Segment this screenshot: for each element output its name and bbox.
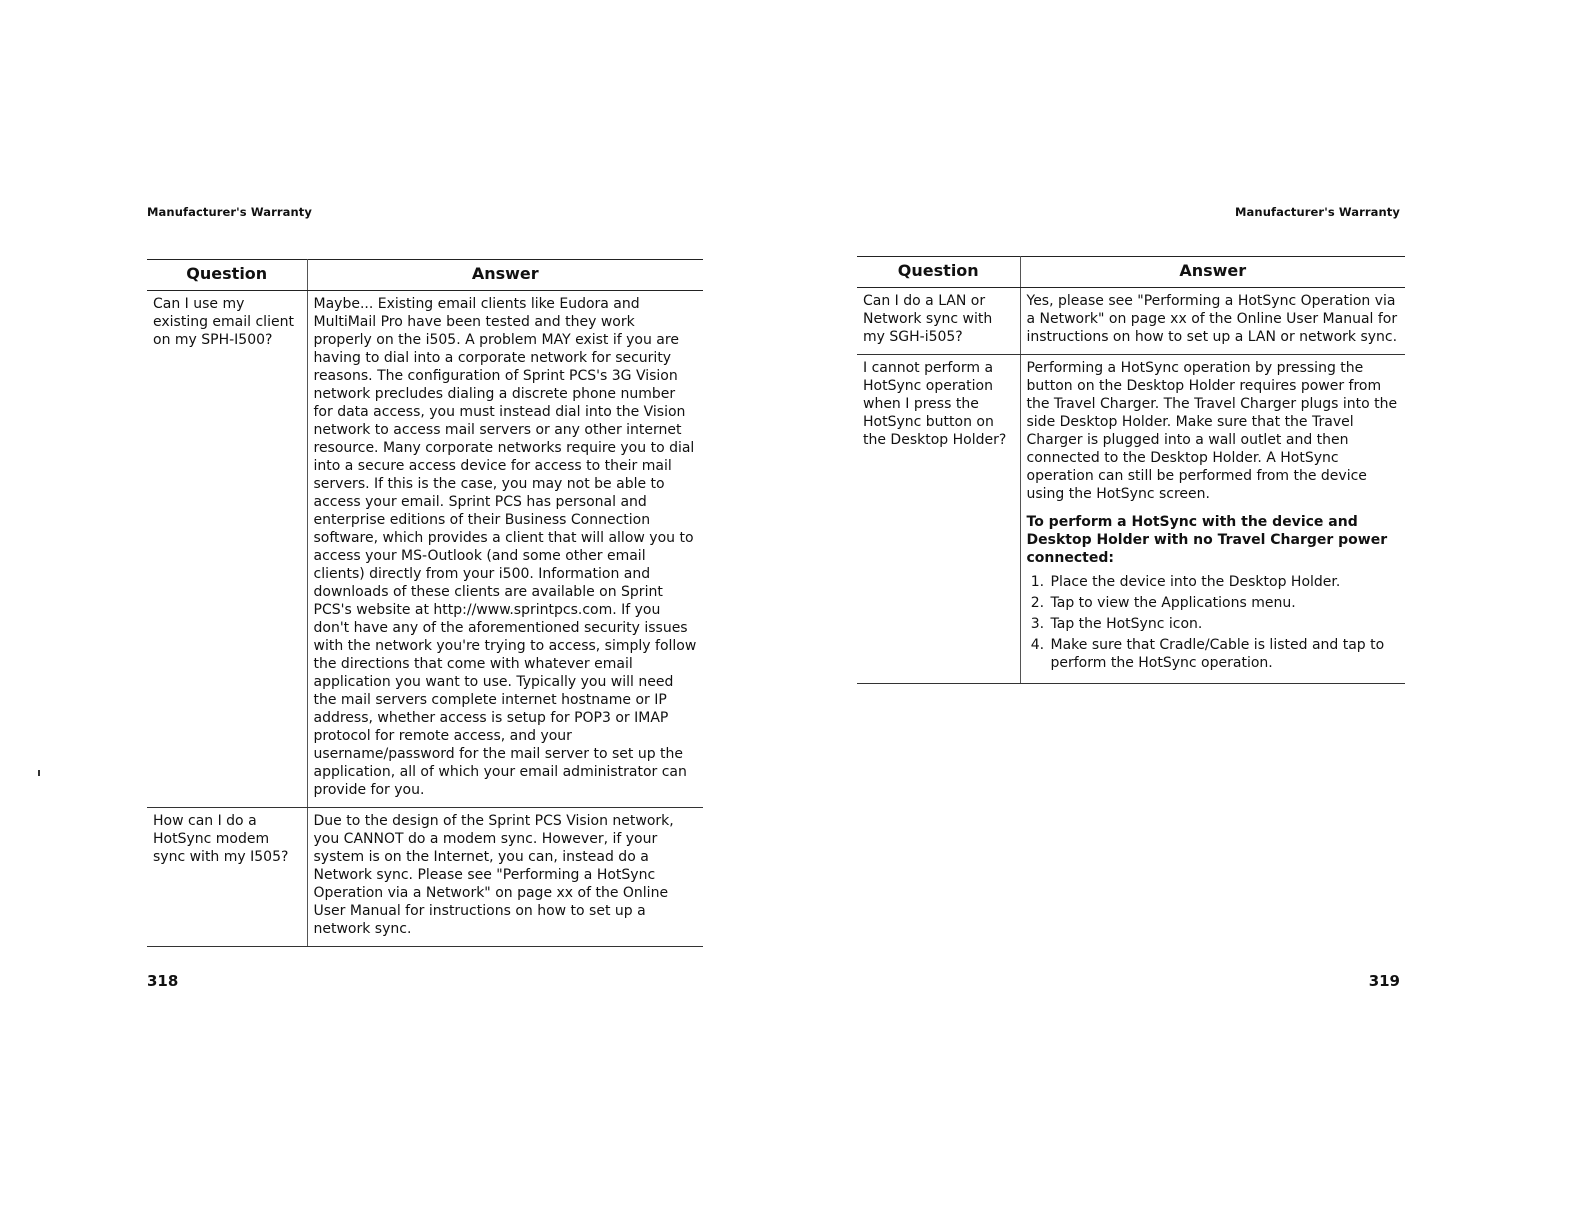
- question-cell: How can I do a HotSync modem sync with my I505?: [147, 808, 307, 947]
- question-column-header: Question: [857, 257, 1020, 288]
- answer-cell: [1020, 355, 1405, 684]
- running-head-left: Manufacturer's Warranty: [147, 205, 312, 219]
- table-row: [857, 288, 1405, 355]
- procedure-step: 1. Place the device into the Desktop Holder.: [1049, 573, 1400, 591]
- procedure-heading: To perform a HotSync with the device and Desktop Holder with no Travel Charger power connected:: [1026, 514, 1388, 566]
- question-cell: Can I use my existing email client on my SPH-I500?: [147, 291, 307, 808]
- answer-cell: Maybe... Existing email clients like Eudora and MultiMail Pro have been tested and they work properly on the i505. A problem MAY exist if you are having to dial into a corporate network for security reasons. The configuration of Sprint PCS's 3G Vision network precludes dialing a discrete phone number for data access, you must instead dial into the Vision network to access mail servers or any other internet resource. Many corporate networks require you to dial into a secure access device for access to their mail servers. If this is the case, you may not be able to access your email. Sprint PCS has personal and enterprise editions of their Business Connection software, which provides a client that will allow you to access your MS-Outlook (and some other email clients) directly from your i500. Information and downloads of these clients are available on Sprint PCS's website at http://www.sprintpcs.com. If you don't have any of the aforementioned security issues with the network you're trying to access, simply follow the directions that come with whatever email application you want to use. Typically you will need the mail servers complete internet hostname or IP address, whether access is setup for POP3 or IMAP protocol for remote access, and your username/password for the mail server to set up the application, all of which your email administrator can provide for you.: [307, 291, 703, 808]
- table-row: [857, 355, 1405, 684]
- table-header-row: [857, 257, 1405, 288]
- table-row: [147, 291, 703, 808]
- right-page: [792, 0, 1584, 1224]
- table-header-row: [147, 260, 703, 291]
- procedure-step: 4. Make sure that Cradle/Cable is listed and tap to perform the HotSync operation.: [1049, 636, 1400, 672]
- question-column-header: Question: [147, 260, 307, 291]
- answer-cell: Yes, please see "Performing a HotSync Operation via a Network" on page xx of the Online User Manual for instructions on how to set up a LAN or network sync.: [1020, 288, 1405, 355]
- table-row: [147, 808, 703, 947]
- faq-table-right: [857, 256, 1405, 684]
- procedure-step: 3. Tap the HotSync icon.: [1049, 615, 1400, 633]
- page-number-left: 318: [147, 972, 179, 990]
- question-cell: I cannot perform a HotSync operation when I press the HotSync button on the Desktop Holder?: [857, 355, 1020, 684]
- answer-cell: Due to the design of the Sprint PCS Vision network, you CANNOT do a modem sync. However, if your system is on the Internet, you can, instead do a Network sync. Please see "Performing a HotSync Operation via a Network" on page xx of the Online User Manual for instructions on how to set up a network sync.: [307, 808, 703, 947]
- procedure-step: 2. Tap to view the Applications menu.: [1049, 594, 1400, 612]
- question-cell: Can I do a LAN or Network sync with my SGH-i505?: [857, 288, 1020, 355]
- answer-column-header: Answer: [1020, 257, 1405, 288]
- answer-column-header: Answer: [307, 260, 703, 291]
- page-number-right: 319: [1368, 972, 1400, 990]
- running-head-right: Manufacturer's Warranty: [1235, 205, 1400, 219]
- answer-paragraph: Performing a HotSync operation by pressing the button on the Desktop Holder requires power from the Travel Charger. The Travel Charger plugs into the side Desktop Holder. Make sure that the Travel Charger is plugged into a wall outlet and then connected to the Desktop Holder. A HotSync operation can still be performed from the device using the HotSync screen.: [1026, 360, 1398, 502]
- procedure-steps: [1027, 573, 1400, 672]
- faq-table-left: [147, 259, 703, 947]
